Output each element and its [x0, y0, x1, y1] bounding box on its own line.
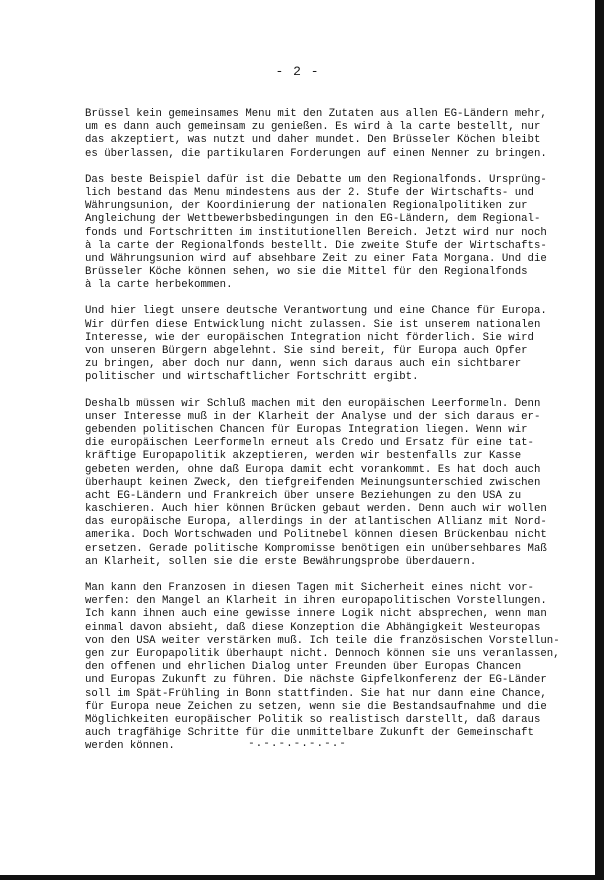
text-line: an Klarheit, sollen sie die erste Bewährungsprobe überdauern. [85, 555, 477, 568]
text-line: das akzeptiert, was nutzt und daher mundet. Den Brüsseler Köchen bleibt [85, 134, 541, 147]
text-line: à la carte der Regionalfonds bestellt. Die zweite Stufe der Wirtschafts- [85, 239, 547, 252]
text-line: auch tragfähige Schritte für die unmittelbare Zukunft der Gemeinschaft [85, 727, 534, 740]
text-line: für Europa neue Zeichen zu setzen, wenn sie die Bestandsaufnahme und die [85, 700, 547, 713]
text-line: einmal davon absieht, daß diese Konzeption die Abhängigkeit Westeuropas [85, 621, 541, 634]
text-line: Interesse, wie der europäischen Integration nicht förderlich. Sie wird [85, 331, 534, 344]
page-number: - 2 - [275, 64, 320, 79]
text-line: Brüsseler Köche können sehen, wo sie die Mittel für den Regionalfonds [85, 266, 528, 279]
text-line: kaschieren. Auch hier können Brücken gebaut werden. Denn auch wir wollen [85, 503, 547, 516]
paragraph-5 [85, 582, 560, 753]
text-line: Ich kann ihnen auch eine gewisse innere Logik nicht absprechen, wenn man [85, 608, 547, 621]
text-line: soll im Spät-Frühling in Bonn stattfinden. Sie hat nur dann eine Chance, [85, 687, 547, 700]
text-line: acht EG-Ländern und Frankreich über unsere Beziehungen zu den USA zu [85, 489, 522, 502]
text-line: gebeten werden, ohne daß Europa damit echt vorankommt. Es hat doch auch [85, 463, 541, 476]
text-line: um es dann auch gemeinsam zu genießen. Es wird à la carte bestellt, nur [85, 121, 541, 134]
text-line: Man kann den Franzosen in diesen Tagen mit Sicherheit eines nicht vor- [85, 582, 534, 594]
paragraph-3 [85, 305, 555, 384]
end-marker: -.-.-.-.-.-.- [248, 738, 347, 750]
paragraph-4 [85, 398, 555, 569]
text-line: à la carte herbekommen. [85, 279, 233, 292]
text-line: Angleichung der Wettbewerbsbedingungen in den EG-Ländern, dem Regional- [85, 213, 541, 226]
paragraph-1 [85, 108, 555, 161]
paragraph-2 [85, 174, 555, 293]
text-line: überhaupt keinen Zweck, den tiefgreifenden Meinungsunterschied zwischen [85, 476, 541, 489]
text-line: kräftige Europapolitik akzeptieren, werden wir bestenfalls zur Kasse [85, 450, 522, 463]
text-line: amerika. Doch Wortschwaden und Politnebel können diesen Brückenbau nicht [85, 529, 547, 542]
text-line: Und hier liegt unsere deutsche Verantwortung und eine Chance für Europa. [85, 305, 547, 318]
text-line: und Europas Zukunft zu führen. Die nächste Gipfelkonferenz der EG-Länder [85, 674, 547, 687]
text-line: Währungsunion, der Koordinierung der nationalen Regionalpolitiken zur [85, 200, 528, 213]
text-line: werden können. [85, 740, 175, 753]
text-line: und Währungsunion wird auf absehbare Zeit zu einer Fata Morgana. Und die [85, 252, 547, 265]
text-line: Das beste Beispiel dafür ist die Debatte um den Regionalfonds. Ursprüng- [85, 173, 547, 186]
text-line: es überlassen, die partikularen Forderungen auf einen Nenner zu bringen. [85, 147, 547, 160]
text-line: den offenen und ehrlichen Dialog unter Freunden über Europas Chancen [85, 661, 522, 674]
text-line: politischer und wirtschaftlicher Fortschritt ergibt. [85, 371, 419, 384]
text-line: fonds und Fortschritten im institutionellen Bereich. Jetzt wird nur noch [85, 226, 547, 239]
text-line: zu bringen, aber doch nur dann, wenn sich daraus auch ein sichtbarer [85, 358, 522, 371]
text-line: Möglichkeiten europäischer Politik so realistisch darstellt, daß daraus [85, 713, 541, 726]
text-line: von unseren Bürgern abgelehnt. Sie sind bereit, für Europa auch Opfer [85, 345, 528, 357]
text-line: lich bestand das Menu mindestens aus der 2. Stufe der Wirtschafts- und [85, 186, 534, 199]
text-line: Deshalb müssen wir Schluß machen mit den europäischen Leerformeln. Denn [85, 397, 541, 410]
text-line: das europäische Europa, allerdings in der atlantischen Allianz mit Nord- [85, 516, 547, 529]
text-line: werfen: den Mangel an Klarheit in ihren europapolitischen Vorstellungen. [85, 595, 547, 608]
text-line: von den USA weiter verstärken muß. Ich teile die französischen Vorstellun- [85, 634, 560, 647]
text-line: Wir dürfen diese Entwicklung nicht zulassen. Sie ist unserem nationalen [85, 318, 541, 331]
text-line: ersetzen. Gerade politische Kompromisse benötigen ein unübersehbares Maß [85, 542, 547, 555]
text-line: Brüssel kein gemeinsames Menu mit den Zutaten aus allen EG-Ländern mehr, [85, 108, 547, 120]
text-line: die europäischen Leerformeln erneut als Credo und Ersatz für eine tat- [85, 437, 534, 450]
text-line: gebenden politischen Chancen für Europas Integration liegen. Wenn wir [85, 423, 528, 436]
text-line: unser Interesse muß in der Klarheit der Analyse und der sich daraus er- [85, 410, 541, 423]
text-line: gen zur Europapolitik überhaupt nicht. Dennoch können sie uns veranlassen, [85, 647, 560, 660]
document-body [85, 108, 560, 766]
